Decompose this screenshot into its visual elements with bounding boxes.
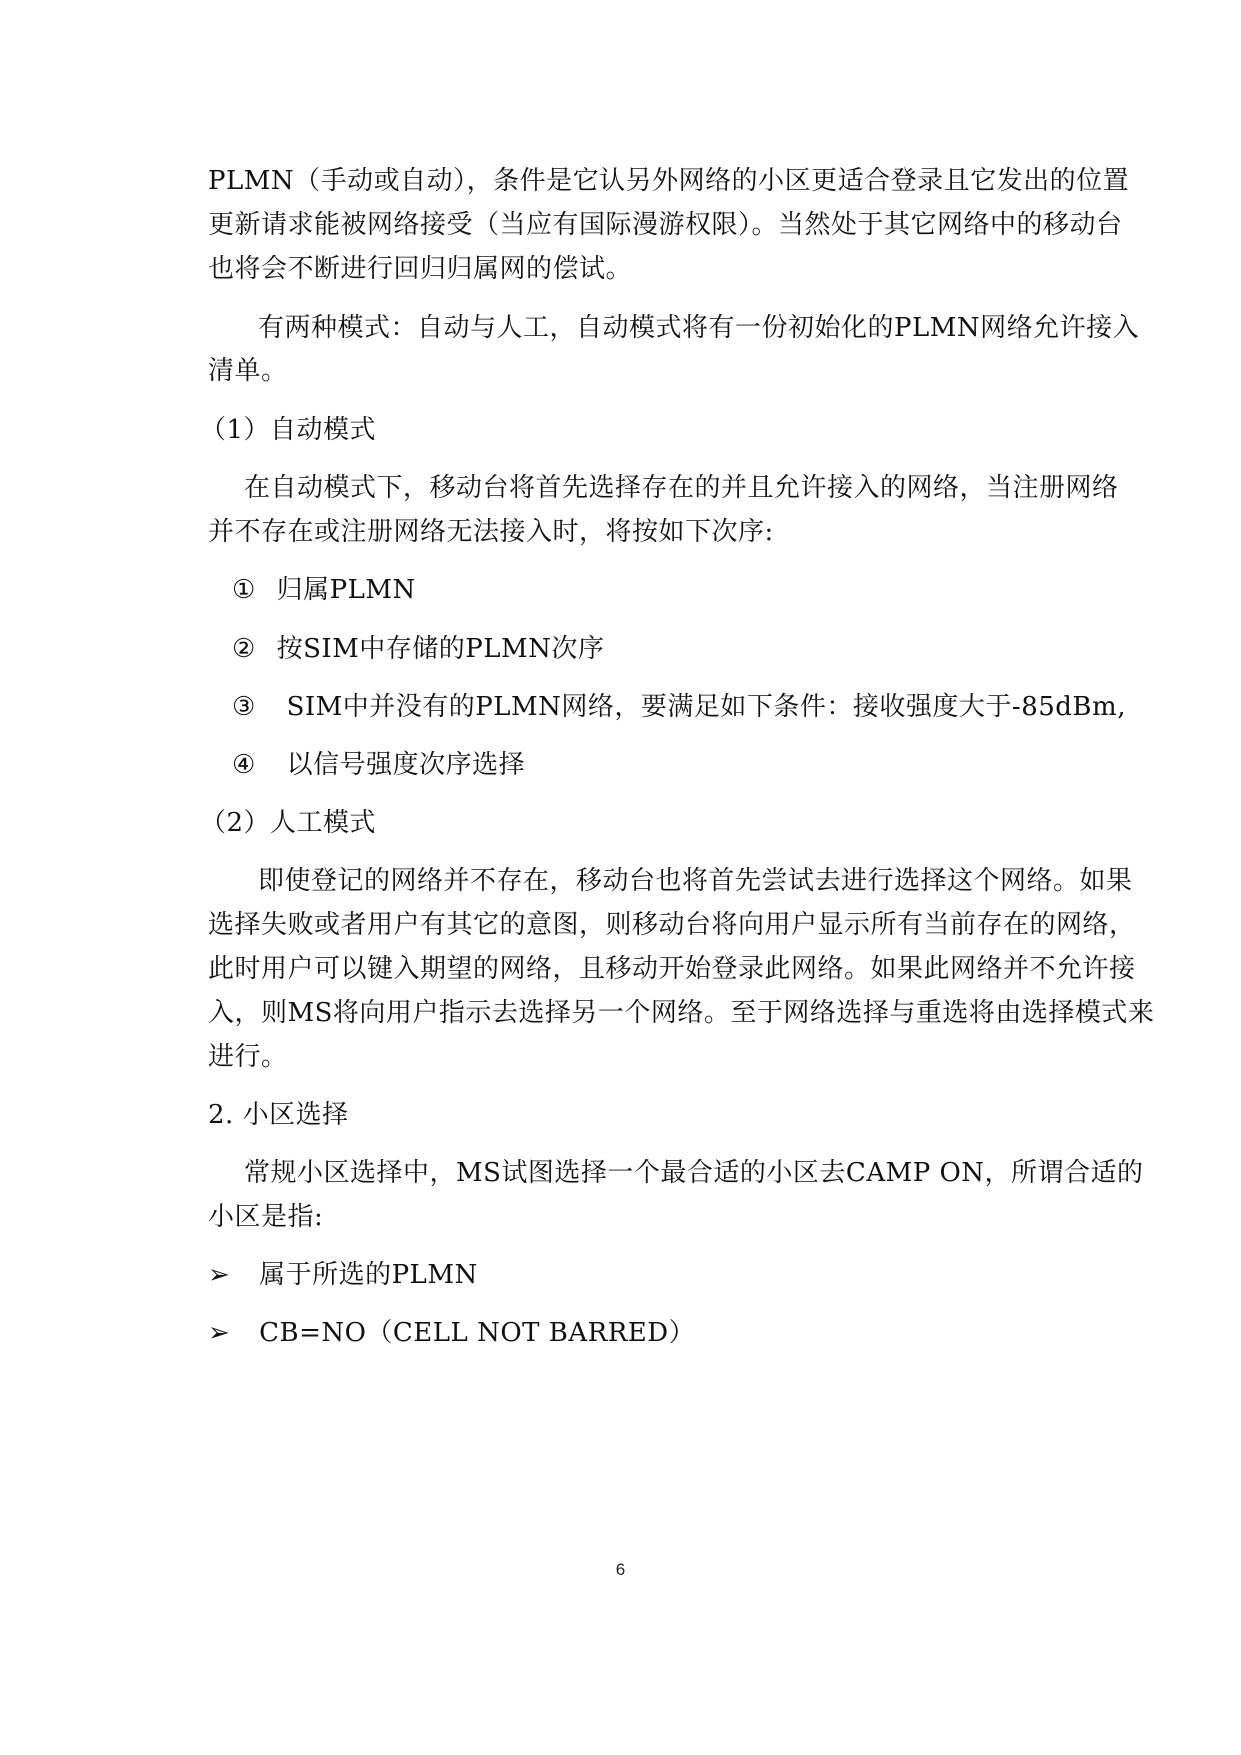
page-number: 6 <box>615 1560 626 1579</box>
list-item-text: 归属PLMN <box>276 575 416 605</box>
paragraph-line: 此时用户可以键入期望的网络，且移动开始登录此网络。如果此网络并不允许接 <box>208 954 1136 984</box>
list-item-text: 以信号强度次序选择 <box>286 750 526 780</box>
list-item-text: SIM中并没有的PLMN网络，要满足如下条件：接收强度大于-85dBm, <box>286 692 1126 722</box>
arrow-bullet-icon: ➢ <box>208 1318 231 1348</box>
bullet-item <box>208 1262 478 1288</box>
list-item <box>232 752 525 778</box>
paragraph-line: 清单。 <box>208 356 288 386</box>
paragraph-line: 小区是指: <box>208 1202 324 1232</box>
paragraph-line: 选择失败或者用户有其它的意图，则移动台将向用户显示所有当前存在的网络， <box>208 910 1136 940</box>
paragraph-line: 也将会不断进行回归归属网的偿试。 <box>208 254 633 284</box>
circled-number-2: ② <box>232 634 256 664</box>
list-item-text: 按SIM中存储的PLMN次序 <box>276 634 605 664</box>
list-item <box>232 577 416 603</box>
paragraph-line: 有两种模式：自动与人工，自动模式将有一份初始化的PLMN网络允许接入 <box>258 313 1140 343</box>
paragraph-line: PLMN（手动或自动），条件是它认另外网络的小区更适合登录且它发出的位置 <box>208 166 1130 196</box>
circled-number-1: ① <box>232 575 256 605</box>
section-heading-manual-mode: （2）人工模式 <box>200 808 377 838</box>
circled-number-3: ③ <box>232 692 256 722</box>
arrow-bullet-icon: ➢ <box>208 1260 231 1290</box>
list-item <box>232 694 1126 720</box>
circled-number-4: ④ <box>232 750 256 780</box>
bullet-item <box>208 1320 695 1346</box>
paragraph-line: 常规小区选择中，MS试图选择一个最合适的小区去CAMP ON，所谓合适的 <box>244 1158 1144 1188</box>
paragraph-line: 在自动模式下，移动台将首先选择存在的并且允许接入的网络，当注册网络 <box>244 473 1119 503</box>
bullet-item-text: 属于所选的PLMN <box>259 1260 478 1290</box>
paragraph-line: 入，则MS将向用户指示去选择另一个网络。至于网络选择与重选将由选择模式来 <box>208 998 1155 1028</box>
section-heading-cell-selection: 2. 小区选择 <box>208 1100 349 1130</box>
paragraph-line: 即使登记的网络并不存在，移动台也将首先尝试去进行选择这个网络。如果 <box>258 866 1133 896</box>
list-item <box>232 636 604 662</box>
paragraph-line: 更新请求能被网络接受（当应有国际漫游权限）。当然处于其它网络中的移动台 <box>208 210 1123 240</box>
paragraph-line: 进行。 <box>208 1042 288 1072</box>
paragraph-line: 并不存在或注册网络无法接入时，将按如下次序: <box>208 517 774 547</box>
section-heading-auto-mode: （1）自动模式 <box>200 415 377 445</box>
bullet-item-text: CB=NO（CELL NOT BARRED） <box>259 1318 696 1348</box>
